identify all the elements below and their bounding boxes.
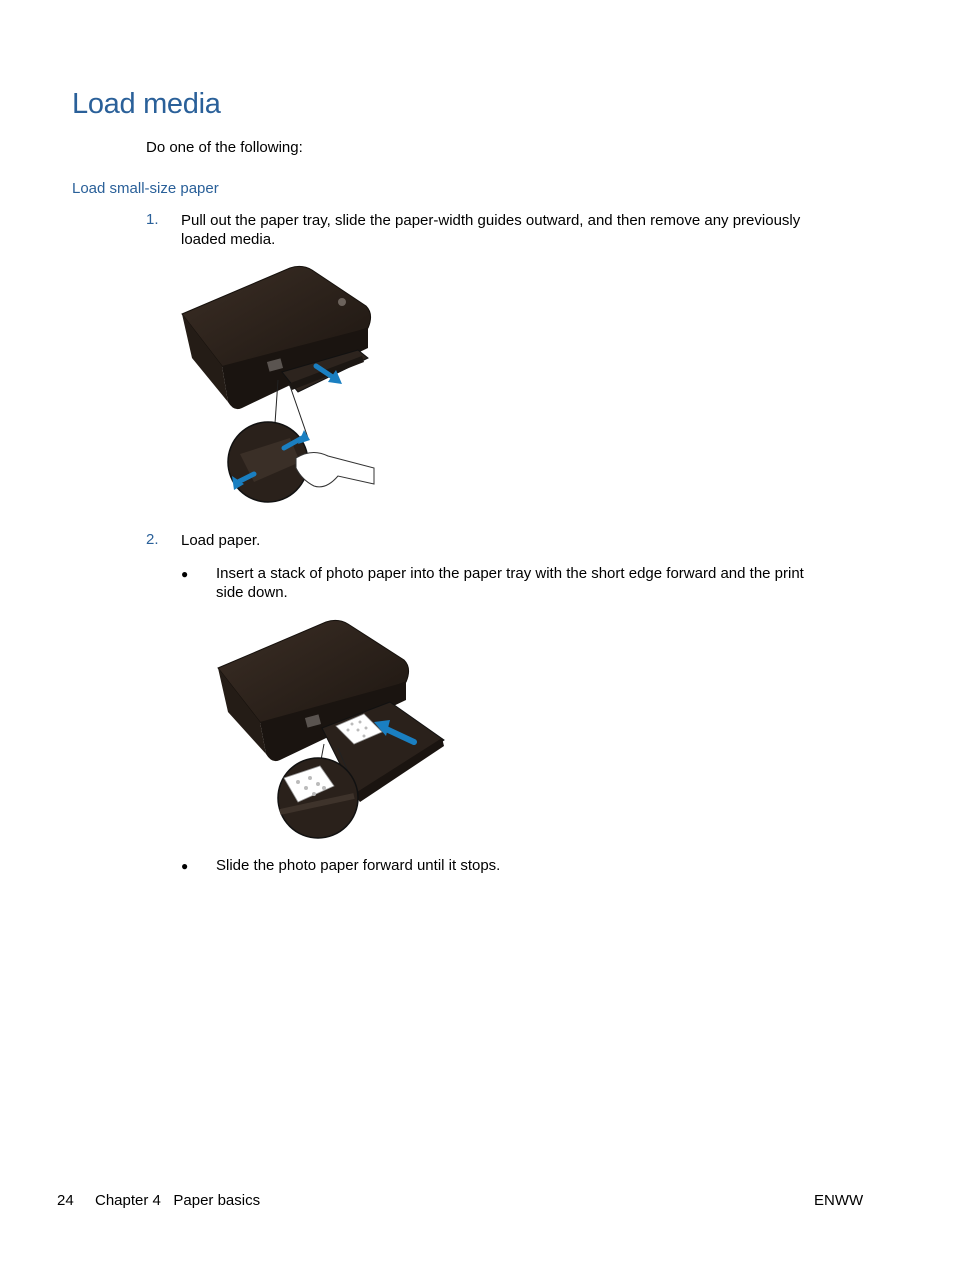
step-number-2: 2.	[146, 531, 159, 548]
bullet-1: ●	[181, 567, 189, 581]
page-title: Load media	[72, 88, 221, 120]
bullet-text-1	[216, 564, 886, 602]
step-number-1: 1.	[146, 211, 159, 228]
bullet-2: ●	[181, 859, 189, 873]
step-text-1-line1: Pull out the paper tray, slide the paper-width guides outward, and then remove any previously	[181, 212, 801, 229]
printer-illustration-1	[178, 262, 378, 507]
step-text-1-line2: loaded media.	[181, 231, 276, 248]
section-heading: Load small-size paper	[72, 180, 219, 197]
footer-locale: ENWW	[814, 1192, 864, 1209]
figure-pull-out-tray	[178, 262, 378, 507]
footer-chapter: Chapter 4 Paper basics	[95, 1192, 261, 1209]
bullet-text-2: Slide the photo paper forward until it stops.	[216, 857, 501, 874]
figure-insert-paper	[214, 616, 449, 841]
intro-text: Do one of the following:	[146, 139, 303, 156]
bullet-text-1-line2: side down.	[216, 584, 288, 601]
step-text-1	[181, 211, 881, 249]
step-text-2: Load paper.	[181, 532, 261, 549]
printer-illustration-2	[214, 616, 449, 841]
footer-page-number: 24	[57, 1192, 74, 1209]
bullet-text-1-line1: Insert a stack of photo paper into the paper tray with the short edge forward and the print	[216, 565, 804, 582]
